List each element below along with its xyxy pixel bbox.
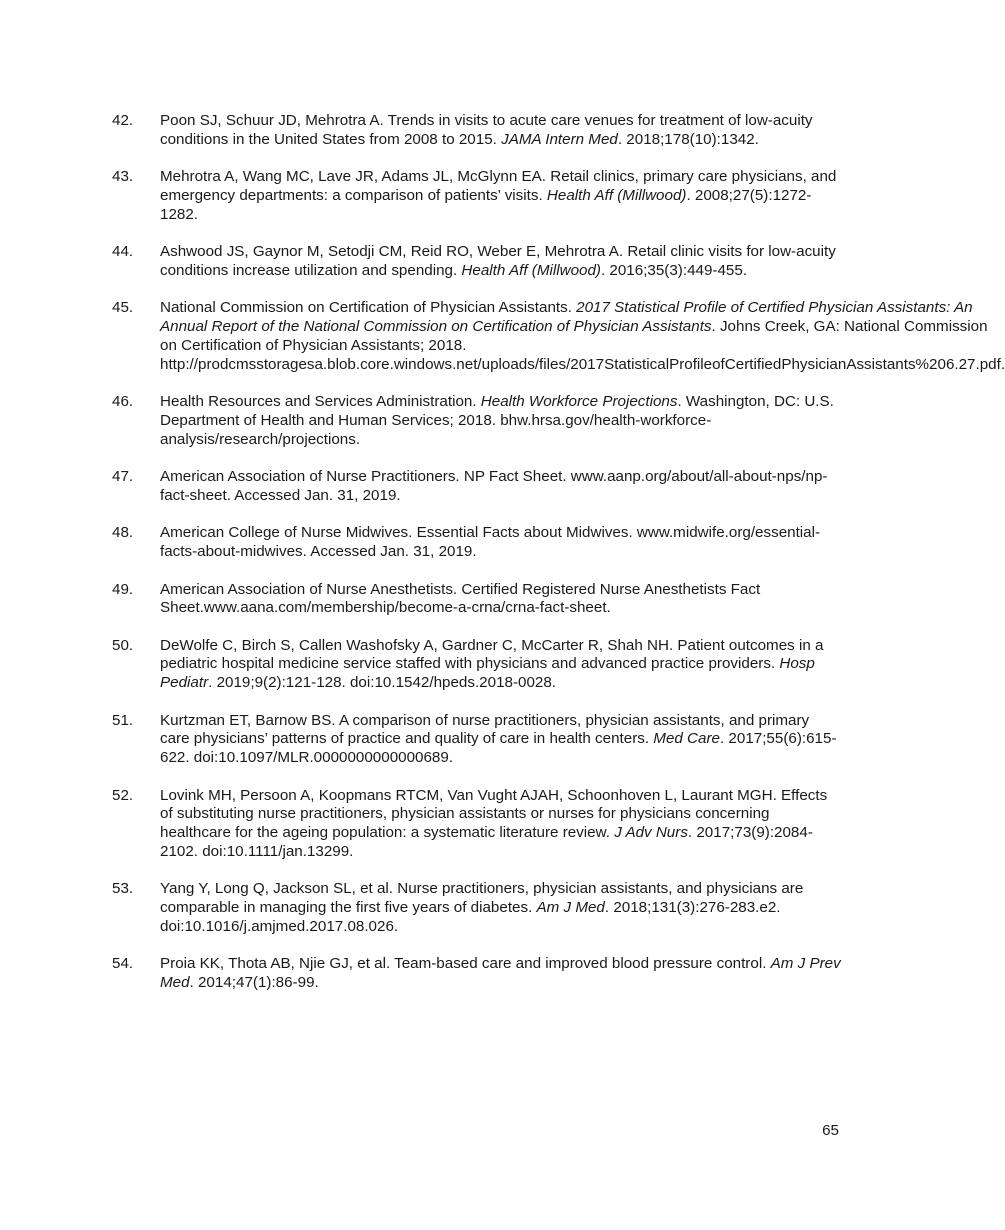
reference-text-segment: Ashwood JS, Gaynor M, Setodji CM, Reid RO, Weber E, Mehrotra A. Retail clinic visits for low-acuity conditions increase utilization and spending. <box>160 243 836 279</box>
reference-item <box>112 299 1005 374</box>
reference-number: 43. <box>112 168 134 186</box>
reference-source-title: Health Workforce Projections <box>480 393 678 411</box>
reference-source-title: Am J Prev Med <box>160 955 841 992</box>
reference-item <box>112 880 842 936</box>
reference-text-segment: DeWolfe C, Birch S, Callen Washofsky A, Gardner C, McCarter R, Shah NH. Patient outcomes in a pediatric hospital medicine service staffed with physicians and advanced practice providers. <box>160 636 824 673</box>
reference-text <box>160 880 842 936</box>
reference-number: 46. <box>112 393 134 411</box>
reference-text-segment: . 2018;178(10):1342. <box>617 130 759 148</box>
reference-text-segment: Proia KK, Thota AB, Njie GJ, et al. Team-based care and improved blood pressure control. <box>160 955 771 973</box>
reference-number: 51. <box>112 711 134 729</box>
reference-text <box>160 112 842 150</box>
reference-source-title: Med Care <box>653 730 720 748</box>
reference-text <box>160 243 842 281</box>
reference-source-title: JAMA Intern Med <box>501 130 618 148</box>
reference-text <box>160 787 842 862</box>
reference-text-segment: . 2014;47(1):86-99. <box>189 974 319 992</box>
reference-item <box>112 787 842 862</box>
reference-number: 54. <box>112 955 134 973</box>
reference-text-segment: Yang Y, Long Q, Jackson SL, et al. Nurse practitioners, physician assistants, and physicians are comparable in managing the first five years of diabetes. <box>160 880 804 917</box>
reference-text-segment: . Johns Creek, GA: National Commission on Certification of Physician Assistants; 2018. http://prodcmsstoragesa.blob.core.windows.net/uploads/files/2017StatisticalProfileofCertifiedPhysicianAssistants%206.27.pdf. <box>160 318 1005 373</box>
reference-text-segment: American Association of Nurse Anesthetists. Certified Registered Nurse Anesthetists Fact Sheet.www.aana.com/membership/become-a-crna/crna-fact-sheet. <box>160 580 761 617</box>
reference-item <box>112 243 842 281</box>
reference-text <box>160 637 842 693</box>
reference-item <box>112 524 842 562</box>
reference-item <box>112 581 842 619</box>
reference-source-title: Health Aff (Millwood) <box>546 186 687 204</box>
reference-text-segment: . 2019;9(2):121-128. doi:10.1542/hpeds.2018-0028. <box>208 674 557 692</box>
reference-text <box>160 524 842 562</box>
reference-text <box>160 393 842 449</box>
reference-text-segment: Mehrotra A, Wang MC, Lave JR, Adams JL, McGlynn EA. Retail clinics, primary care physicians, and emergency departments: a comparison of patients’ visits. <box>160 168 837 204</box>
reference-text-segment: . 2008;27(5):1272-1282. <box>160 186 812 223</box>
reference-text-segment: . 2018;131(3):276-283.e2. doi:10.1016/j.amjmed.2017.08.026. <box>160 899 781 936</box>
reference-text <box>160 299 1005 374</box>
reference-text-segment: American College of Nurse Midwives. Essential Facts about Midwives. www.midwife.org/essential-facts-about-midwives. Accessed Jan. 31, 2019. <box>160 524 821 561</box>
reference-text <box>160 955 842 993</box>
reference-number: 45. <box>112 299 134 317</box>
reference-number: 49. <box>112 580 134 598</box>
reference-item <box>112 637 842 693</box>
reference-text-segment: Poon SJ, Schuur JD, Mehrotra A. Trends in visits to acute care venues for treatment of low-acuity conditions in the United States from 2008 to 2015. <box>160 112 813 148</box>
reference-item <box>112 168 842 224</box>
reference-text-segment: National Commission on Certification of Physician Assistants. <box>160 299 577 317</box>
reference-source-title: Health Aff (Millwood) <box>461 261 601 279</box>
reference-source-title: Am J Med <box>536 899 605 917</box>
reference-number: 53. <box>112 880 134 898</box>
reference-item <box>112 955 842 993</box>
reference-text <box>160 581 842 619</box>
reference-text-segment: American Association of Nurse Practitioners. NP Fact Sheet. www.aanp.org/about/all-about-nps/np-fact-sheet. Accessed Jan. 31, 2019. <box>160 468 828 504</box>
reference-list <box>112 112 1005 1012</box>
reference-text-segment: Kurtzman ET, Barnow BS. A comparison of nurse practitioners, physician assistants, and primary care physicians’ patterns of practice and quality of care in health centers. <box>160 711 810 748</box>
reference-text-segment: . 2016;35(3):449-455. <box>600 261 748 279</box>
reference-number: 42. <box>112 112 134 129</box>
reference-item <box>112 393 842 449</box>
reference-number: 52. <box>112 786 134 804</box>
reference-item <box>112 468 842 506</box>
reference-item <box>112 712 842 768</box>
reference-text <box>160 168 842 224</box>
reference-number: 50. <box>112 636 134 654</box>
reference-text-segment: . 2017;73(9):2084-2102. doi:10.1111/jan.13299. <box>160 824 813 861</box>
reference-number: 48. <box>112 524 134 542</box>
reference-text-segment: . Washington, DC: U.S. Department of Health and Human Services; 2018. bhw.hrsa.gov/health-workforce-analysis/research/projections. <box>160 393 834 448</box>
reference-text <box>160 712 842 768</box>
reference-number: 47. <box>112 468 134 486</box>
reference-source-title: Hosp Pediatr <box>160 655 815 692</box>
reference-text-segment: Health Resources and Services Administration. <box>160 393 481 411</box>
page-number: 65 <box>822 1122 839 1139</box>
reference-text <box>160 468 842 506</box>
reference-source-title: J Adv Nurs <box>614 824 688 842</box>
reference-source-title: 2017 Statistical Profile of Certified Physician Assistants: An Annual Report of the National Commission on Certification of Physician Assistants <box>160 299 973 336</box>
reference-number: 44. <box>112 243 134 261</box>
reference-item <box>112 112 842 150</box>
reference-text-segment: Lovink MH, Persoon A, Koopmans RTCM, Van Vught AJAH, Schoonhoven L, Laurant MGH. Effects of substituting nurse practitioners, physician assistants or nurses for physicians concerning healthcare for the ageing population: a systematic literature review. <box>160 786 828 842</box>
reference-text-segment: . 2017;55(6):615-622. doi:10.1097/MLR.0000000000000689. <box>160 730 837 767</box>
